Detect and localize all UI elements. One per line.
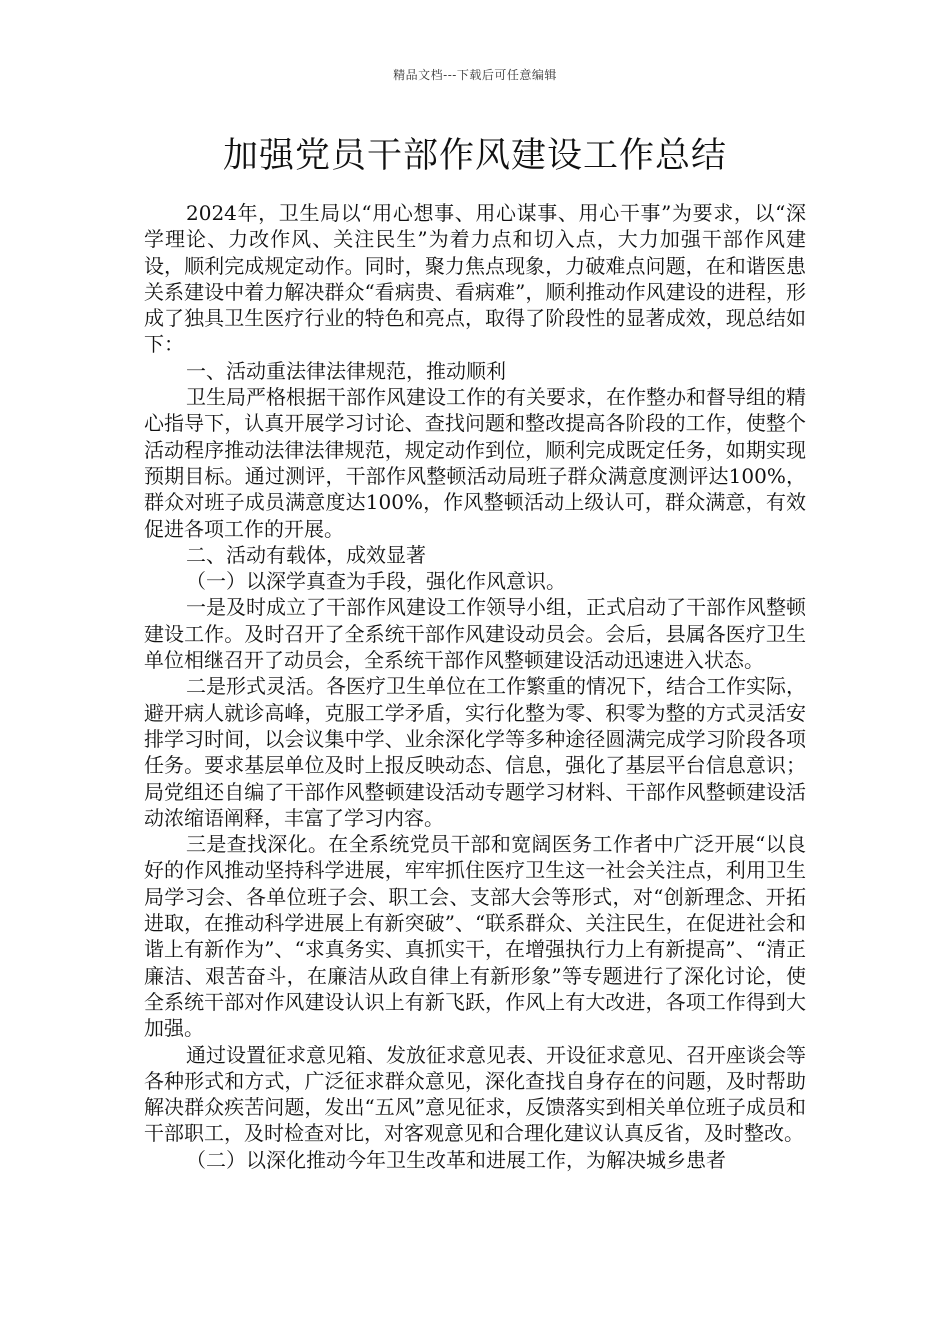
paragraph-point-2: 二是形式灵活。各医疗卫生单位在工作繁重的情况下，结合工作实际，避开病人就诊高峰，克服工学矛盾，实行化整为零、积零为整的方式灵活安排学习时间，以会议集中学、业余深化学等多种途径圆满完成学习阶段各项任务。要求基层单位及时上报反映动态、信息，强化了基层平台信息意识；局党组还自编了干部作风整顿建设活动专题学习材料、干部作风整顿建设活动浓缩语阐释，丰富了学习内容。 xyxy=(144,674,806,830)
subsection-heading-1: （一）以深学真查为手段，强化作风意识。 xyxy=(186,569,566,594)
document-body xyxy=(144,200,806,1173)
header-note: 精品文档---下载后可任意编辑 xyxy=(393,68,557,82)
document-title: 加强党员干部作风建设工作总结 xyxy=(222,136,727,176)
paragraph-intro: 2024年，卫生局以“用心想事、用心谋事、用心干事”为要求，以“深学理论、力改作风、关注民生”为着力点和切入点，大力加强干部作风建设，顺利完成规定动作。同时，聚力焦点现象，力破难点问题，在和谐医患关系建设中着力解决群众“看病贵、看病难”，顺利推动作风建设的进程，形成了独具卫生医疗行业的特色和亮点，取得了阶段性的显著成效，现总结如下： xyxy=(144,201,806,357)
paragraph-feedback: 通过设置征求意见箱、发放征求意见表、开设征求意见、召开座谈会等各种形式和方式，广泛征求群众意见，深化查找自身存在的问题，及时帮助解决群众疾苦问题，发出“五风”意见征求，反馈落实到相关单位班子成员和干部职工，及时检查对比，对客观意见和合理化建议认真反省，及时整改。 xyxy=(144,1042,806,1146)
section-heading-1: 一、活动重法律法律规范，推动顺利 xyxy=(186,358,506,383)
paragraph-point-3: 三是查找深化。在全系统党员干部和宽阔医务工作者中广泛开展“以良好的作风推动坚持科学进展，牢牢抓住医疗卫生这一社会关注点，利用卫生局学习会、各单位班子会、职工会、支部大会等形式，对“创新理念、开拓进取，在推动科学进展上有新突破”、“联系群众、关注民生，在促进社会和谐上有新作为”、“求真务实、真抓实干，在增强执行力上有新提高”、“清正廉洁、艰苦奋斗，在廉洁从政自律上有新形象”等专题进行了深化讨论，使全系统干部对作风建设认识上有新飞跃，作风上有大改进，各项工作得到大加强。 xyxy=(144,832,806,1041)
subsection-heading-2: （二）以深化推动今年卫生改革和进展工作，为解决城乡患者 xyxy=(186,1147,726,1172)
paragraph-section-1: 卫生局严格根据干部作风建设工作的有关要求，在作整办和督导组的精心指导下，认真开展学习讨论、查找问题和整改提高各阶段的工作，使整个活动程序推动法律法律规范，规定动作到位，顺利完成既定任务，如期实现预期目标。通过测评，干部作风整顿活动局班子群众满意度测评达100%，群众对班子成员满意度达100%，作风整顿活动上级认可，群众满意，有效促进各项工作的开展。 xyxy=(144,385,806,541)
paragraph-point-1: 一是及时成立了干部作风建设工作领导小组，正式启动了干部作风整顿建设工作。及时召开了全系统干部作风建设动员会。会后，县属各医疗卫生单位相继召开了动员会，全系统干部作风整顿建设活动迅速进入状态。 xyxy=(144,595,806,673)
section-heading-2: 二、活动有载体，成效显著 xyxy=(186,542,426,567)
